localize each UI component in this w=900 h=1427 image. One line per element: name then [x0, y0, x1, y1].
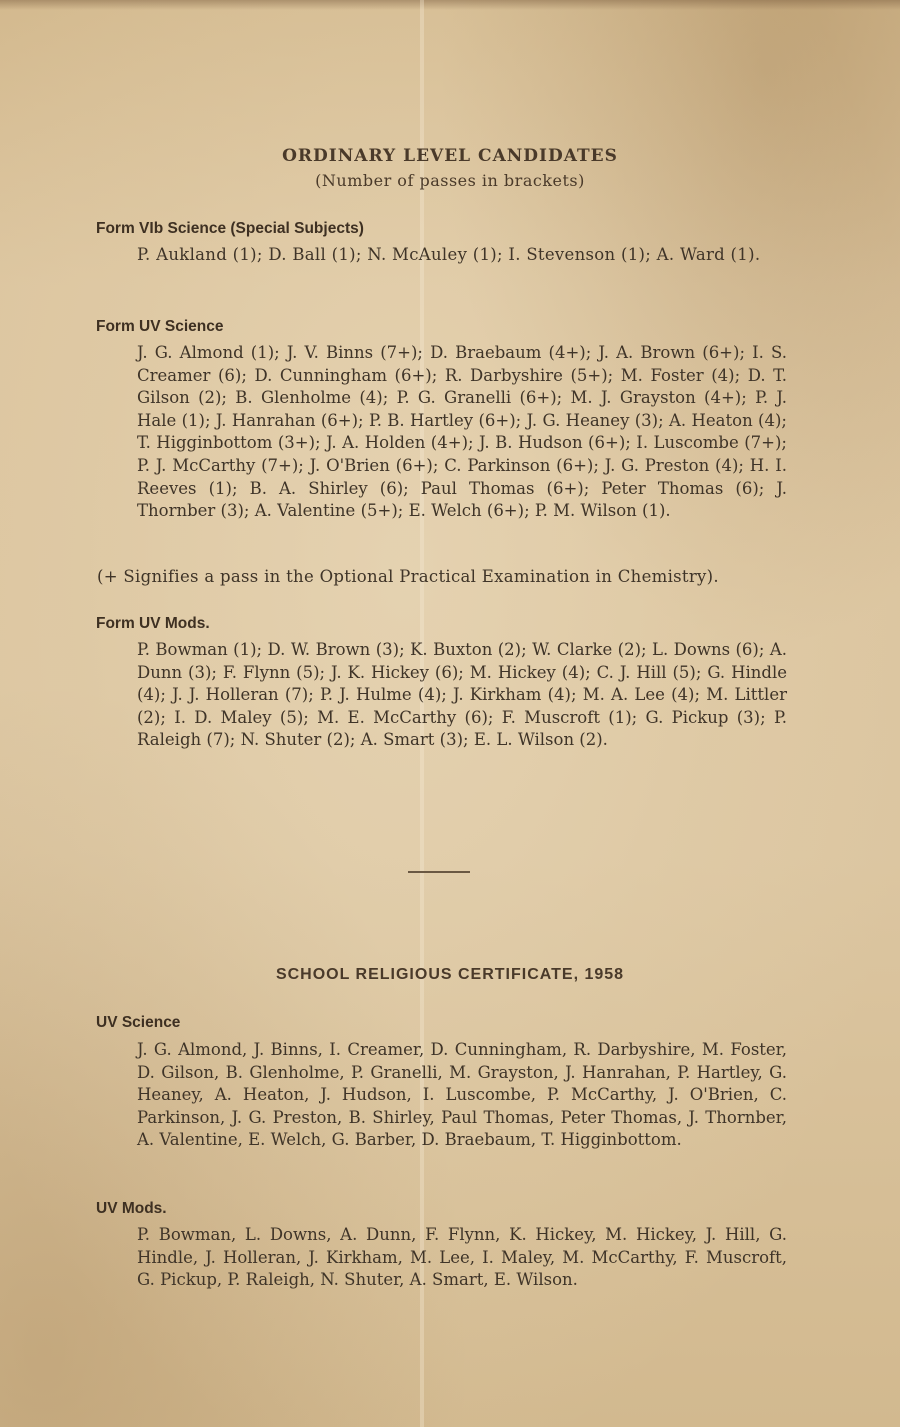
uv-science-list: J. G. Almond, J. Binns, I. Creamer, D. Cunningham, R. Darbyshire, M. Foster, D. Gilson, B. Glenholme, P. Granelli, M. Grayston, J. Hanrahan, P. Hartley, G. Heaney, A. Heaton, J. Hudson, I. Luscombe, P. McCarthy, J. O'Brien, C. Parkinson, J. G. Preston, B. Shirley, Paul Thomas, Peter Thomas, J. Thornber, A. Valentine, E. Welch, G. Barber, D. Braebaum, T. Higginbottom.: [137, 1040, 787, 1150]
uv-mods-heading: UV Mods.: [96, 1200, 167, 1217]
form-vib-science-list: P. Aukland (1); D. Ball (1); N. McAuley (1); I. Stevenson (1); A. Ward (1).: [137, 245, 761, 264]
section-divider: [408, 871, 470, 873]
form-vib-science-heading: Form VIb Science (Special Subjects): [96, 220, 364, 237]
ordinary-level-title: ORDINARY LEVEL CANDIDATES: [282, 146, 618, 166]
page-edge-shadow: [0, 0, 900, 10]
uv-science-heading: UV Science: [96, 1014, 181, 1031]
practical-exam-note: (+ Signifies a pass in the Optional Practical Examination in Chemistry).: [97, 567, 719, 586]
uv-mods-list: P. Bowman, L. Downs, A. Dunn, F. Flynn, K. Hickey, M. Hickey, J. Hill, G. Hindle, J. Holleran, J. Kirkham, M. Lee, I. Maley, M. McCarthy, F. Muscroft, G. Pickup, P. Raleigh, N. Shuter, A. Smart, E. Wilson.: [137, 1225, 787, 1290]
ordinary-level-subtitle: (Number of passes in brackets): [315, 171, 585, 190]
form-uv-science-heading: Form UV Science: [96, 318, 224, 335]
religious-certificate-title: SCHOOL RELIGIOUS CERTIFICATE, 1958: [275, 966, 625, 983]
form-uv-mods-list: P. Bowman (1); D. W. Brown (3); K. Buxton (2); W. Clarke (2); L. Downs (6); A. Dunn (3); F. Flynn (5); J. K. Hickey (6); M. Hickey (4); C. J. Hill (5); G. Hindle (4); J. J. Holleran (7); P. J. Hulme (4); J. Kirkham (4); M. A. Lee (4); M. Littler (2); I. D. Maley (5); M. E. McCarthy (6); F. Muscroft (1); G. Pickup (3); P. Raleigh (7); N. Shuter (2); A. Smart (3); E. L. Wilson (2).: [137, 640, 787, 750]
form-uv-science-list: J. G. Almond (1); J. V. Binns (7+); D. Braebaum (4+); J. A. Brown (6+); I. S. Creamer (6); D. Cunningham (6+); R. Darbyshire (5+); M. Foster (4); D. T. Gilson (2); B. Glenholme (4); P. G. Granelli (6+); M. J. Grayston (4+); P. J. Hale (1); J. Hanrahan (6+); P. B. Hartley (6+); J. G. Heaney (3); A. Heaton (4); T. Higginbottom (3+); J. A. Holden (4+); J. B. Hudson (6+); I. Luscombe (7+); P. J. McCarthy (7+); J. O'Brien (6+); C. Parkinson (6+); J. G. Preston (4); H. I. Reeves (1); B. A. Shirley (6); Paul Thomas (6+); Peter Thomas (6); J. Thornber (3); A. Valentine (5+); E. Welch (6+); P. M. Wilson (1).: [137, 343, 787, 521]
form-uv-mods-heading: Form UV Mods.: [96, 615, 210, 632]
